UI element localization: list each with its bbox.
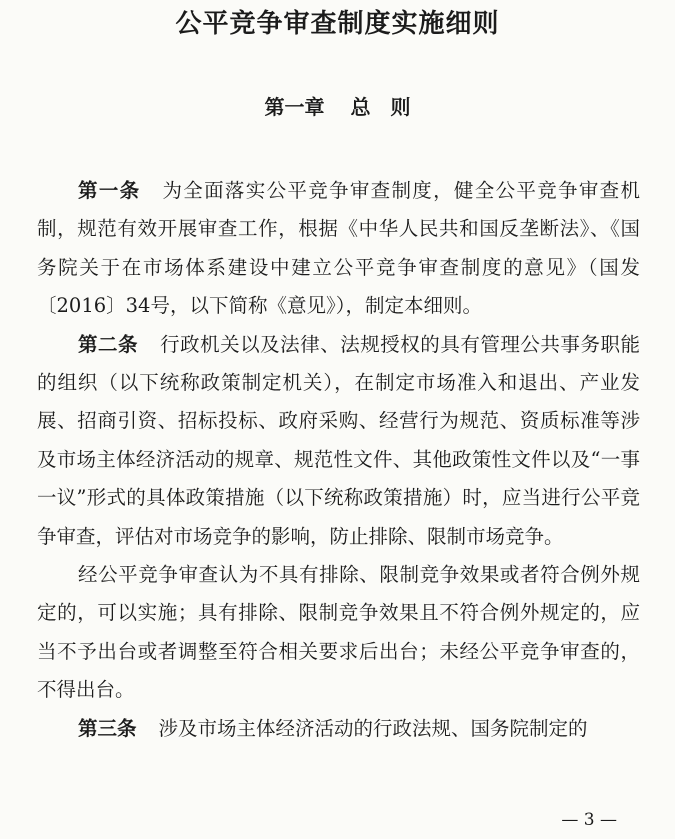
chapter-name: 总 则 (350, 95, 411, 119)
article-1 (37, 172, 640, 326)
article-label: 第三条 (78, 716, 137, 740)
chapter-number: 第一章 (264, 95, 325, 119)
article-text: 经公平竞争审查认为不具有排除、限制竞争效果或者符合例外规定的，可以实施；具有排除、限制竞争效果且不符合例外规定的，应当不予出台或者调整至符合相关要求后出台；未经公平竞争审查的，不得出台。 (37, 563, 640, 702)
article-2-paragraph-2 (37, 556, 640, 710)
article-text: 涉及市场主体经济活动的行政法规、国务院制定的 (158, 716, 588, 740)
article-3 (37, 710, 640, 748)
page-number: — 3 — (561, 810, 617, 830)
chapter-heading (0, 92, 675, 122)
article-label: 第一条 (78, 179, 141, 202)
document-body (37, 172, 640, 748)
article-label: 第二条 (78, 332, 139, 356)
document-title: 公平竞争审查制度实施细则 (175, 9, 500, 39)
article-text: 行政机关以及法律、法规授权的具有管理公共事务职能的组织（以下统称政策制定机关），在制定市场准入和退出、产业发展、招商引资、招标投标、政府采购、经营行为规范、资质标准等涉及市场主体经济活动的规章、规范性文件、其他政策性文件以及“一事一议”形式的具体政策措施（以下统称政策措施）时，应当进行公平竞争审查，评估对市场竞争的影响，防止排除、限制市场竞争。 (37, 332, 640, 548)
article-2 (37, 326, 640, 556)
article-text: 为全面落实公平竞争审查制度，健全公平竞争审查机制，规范有效开展审查工作，根据《中华人民共和国反垄断法》、《国务院关于在市场体系建设中建立公平竞争审查制度的意见》（国发〔2016〕34号，以下简称《意见》），制定本细则。 (37, 179, 640, 318)
